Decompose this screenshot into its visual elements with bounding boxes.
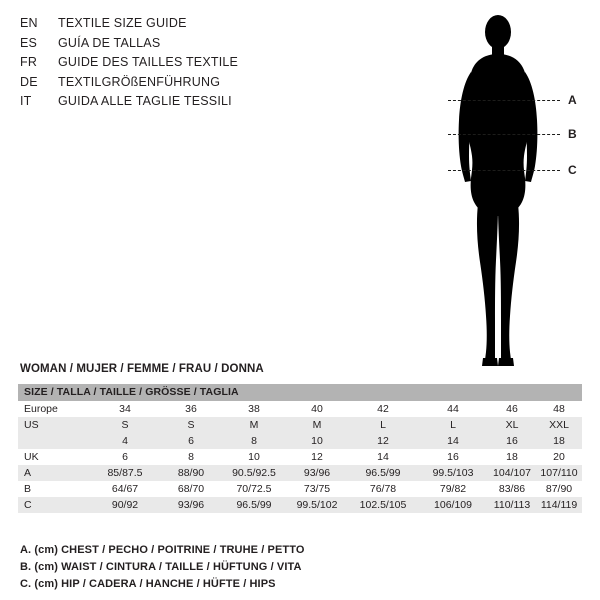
language-row bbox=[20, 34, 400, 54]
cell: 104/107 bbox=[488, 465, 536, 481]
cell: 90.5/92.5 bbox=[222, 465, 286, 481]
cell: 10 bbox=[286, 433, 348, 449]
cell: XL bbox=[488, 417, 536, 433]
row-label: B bbox=[18, 481, 90, 497]
language-title: GUÍA DE TALLAS bbox=[58, 35, 161, 50]
language-code: DE bbox=[20, 74, 38, 89]
measure-label-b: B bbox=[568, 127, 577, 141]
legend-waist: B. (cm) WAIST / CINTURA / TAILLE / HÜFTUNG / VITA bbox=[20, 561, 302, 573]
language-title: TEXTILE SIZE GUIDE bbox=[58, 16, 187, 30]
cell: XXL bbox=[536, 417, 582, 433]
language-title: GUIDA ALLE TAGLIE TESSILI bbox=[58, 94, 232, 108]
cell: 90/92 bbox=[90, 497, 160, 513]
legend-hip: C. (cm) HIP / CADERA / HANCHE / HÜFTE / HIPS bbox=[20, 578, 276, 590]
language-row bbox=[20, 92, 400, 112]
cell: 46 bbox=[488, 401, 536, 417]
row-label: US bbox=[18, 417, 90, 433]
cell: 96.5/99 bbox=[348, 465, 418, 481]
cell: 12 bbox=[286, 449, 348, 465]
cell: 83/86 bbox=[488, 481, 536, 497]
cell: 48 bbox=[536, 401, 582, 417]
cell: 73/75 bbox=[286, 481, 348, 497]
row-label: UK bbox=[18, 449, 90, 465]
cell: 38 bbox=[222, 401, 286, 417]
table-row bbox=[18, 481, 582, 497]
cell: 40 bbox=[286, 401, 348, 417]
measure-line-chest bbox=[448, 100, 560, 101]
table-header-label: SIZE / TALLA / TAILLE / GRÖSSE / TAGLIA bbox=[18, 384, 582, 401]
cell: M bbox=[286, 417, 348, 433]
language-code: EN bbox=[20, 16, 38, 30]
language-row bbox=[20, 73, 400, 93]
cell: 8 bbox=[160, 449, 222, 465]
measure-line-waist bbox=[448, 134, 560, 135]
section-title-woman: WOMAN / MUJER / FEMME / FRAU / DONNA bbox=[20, 363, 264, 375]
language-title: GUIDE DES TAILLES TEXTILE bbox=[58, 55, 239, 69]
table-row bbox=[18, 465, 582, 481]
cell: 68/70 bbox=[160, 481, 222, 497]
table-row bbox=[18, 449, 582, 465]
cell: 36 bbox=[160, 401, 222, 417]
cell: 76/78 bbox=[348, 481, 418, 497]
cell: 14 bbox=[348, 449, 418, 465]
cell: 96.5/99 bbox=[222, 497, 286, 513]
language-row bbox=[20, 53, 400, 73]
cell: 12 bbox=[348, 433, 418, 449]
cell: 16 bbox=[418, 449, 488, 465]
cell: S bbox=[90, 417, 160, 433]
cell: 93/96 bbox=[160, 497, 222, 513]
cell: 6 bbox=[160, 433, 222, 449]
language-title-block bbox=[20, 14, 400, 112]
cell: 10 bbox=[222, 449, 286, 465]
table-row bbox=[18, 401, 582, 417]
cell: 70/72.5 bbox=[222, 481, 286, 497]
cell: 99.5/103 bbox=[418, 465, 488, 481]
cell: 64/67 bbox=[90, 481, 160, 497]
cell: 106/109 bbox=[418, 497, 488, 513]
cell: 6 bbox=[90, 449, 160, 465]
table-row bbox=[18, 497, 582, 513]
language-code: ES bbox=[20, 35, 38, 50]
cell: 4 bbox=[90, 433, 160, 449]
measure-label-c: C bbox=[568, 163, 577, 177]
cell: 34 bbox=[90, 401, 160, 417]
cell: L bbox=[348, 417, 418, 433]
cell: 8 bbox=[222, 433, 286, 449]
measure-line-hip bbox=[448, 170, 560, 171]
cell: 18 bbox=[536, 433, 582, 449]
cell: 93/96 bbox=[286, 465, 348, 481]
cell: 87/90 bbox=[536, 481, 582, 497]
legend-chest: A. (cm) CHEST / PECHO / POITRINE / TRUHE / PETTO bbox=[20, 544, 305, 556]
female-silhouette-icon bbox=[438, 8, 558, 368]
cell: S bbox=[160, 417, 222, 433]
language-code: IT bbox=[20, 94, 32, 108]
table-row bbox=[18, 417, 582, 433]
row-label: C bbox=[18, 497, 90, 513]
cell: 20 bbox=[536, 449, 582, 465]
cell: 16 bbox=[488, 433, 536, 449]
cell: 88/90 bbox=[160, 465, 222, 481]
cell: 99.5/102 bbox=[286, 497, 348, 513]
row-label: A bbox=[18, 465, 90, 481]
cell: M bbox=[222, 417, 286, 433]
row-label: Europe bbox=[18, 401, 90, 417]
cell: 44 bbox=[418, 401, 488, 417]
cell: 18 bbox=[488, 449, 536, 465]
row-label bbox=[18, 433, 90, 449]
language-title: TEXTILGRÖßENFÜHRUNG bbox=[58, 74, 221, 89]
table-header-row bbox=[18, 384, 582, 401]
cell: 110/113 bbox=[488, 497, 536, 513]
measure-label-a: A bbox=[568, 93, 577, 107]
table-row bbox=[18, 433, 582, 449]
language-row bbox=[20, 14, 400, 34]
cell: 114/119 bbox=[536, 497, 582, 513]
cell: 14 bbox=[418, 433, 488, 449]
cell: 79/82 bbox=[418, 481, 488, 497]
size-table bbox=[18, 384, 582, 513]
female-body-figure bbox=[410, 8, 590, 368]
cell: 102.5/105 bbox=[348, 497, 418, 513]
language-code: FR bbox=[20, 55, 38, 69]
cell: 85/87.5 bbox=[90, 465, 160, 481]
cell: 107/110 bbox=[536, 465, 582, 481]
cell: 42 bbox=[348, 401, 418, 417]
cell: L bbox=[418, 417, 488, 433]
